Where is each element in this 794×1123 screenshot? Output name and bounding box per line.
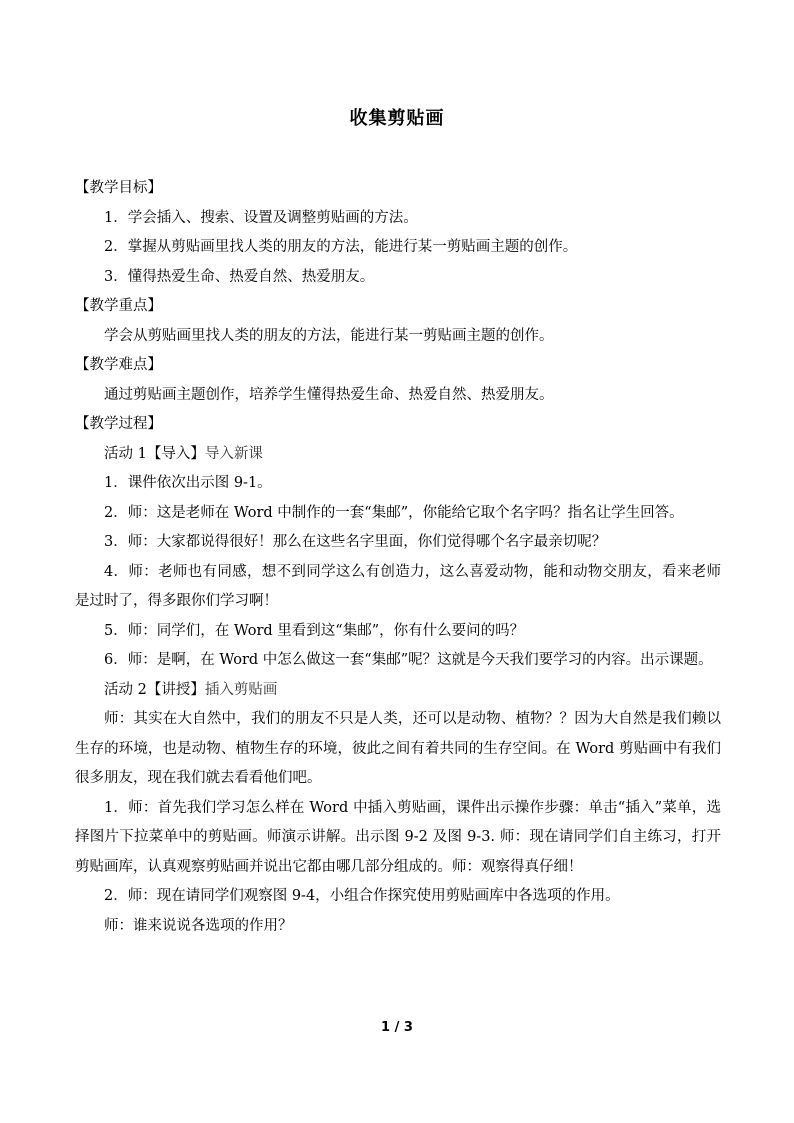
activity-1-name: 导入新课 bbox=[204, 445, 263, 462]
activity-1-item: 4．师：老师也有同感，想不到同学这么有创造力，这么喜爱动物，能和动物交朋友，看来老师是过时了，得多跟你们学习啊！ bbox=[75, 563, 721, 609]
activity-2-item: 师：谁来说说各选项的作用？ bbox=[104, 917, 293, 934]
section-heading-key: 【教学重点】 bbox=[75, 298, 162, 314]
section-heading-process: 【教学过程】 bbox=[75, 416, 162, 432]
activity-2-prefix: 活动 2【讲授】 bbox=[104, 681, 205, 698]
goal-item: 3．懂得热爱生命、热爱自然、热爱朋友。 bbox=[104, 268, 375, 285]
document-title: 收集剪贴画 bbox=[349, 108, 445, 129]
activity-1-item: 5．师：同学们，在 Word 里看到这“集邮”，你有什么要问的吗？ bbox=[104, 622, 525, 639]
goal-item: 1．学会插入、搜索、设置及调整剪贴画的方法。 bbox=[104, 209, 418, 226]
document-body bbox=[75, 174, 721, 941]
difficulty-text: 通过剪贴画主题创作，培养学生懂得热爱生命、热爱自然、热爱朋友。 bbox=[104, 386, 554, 403]
key-point-text: 学会从剪贴画里找人类的朋友的方法，能进行某一剪贴画主题的创作。 bbox=[104, 327, 554, 344]
activity-1-item: 1．课件依次出示图 9-1。 bbox=[104, 475, 272, 491]
activity-1-prefix: 活动 1【导入】 bbox=[104, 445, 205, 462]
activity-2-item: 2．师：现在请同学们观察图 9-4，小组合作探究使用剪贴画库中各选项的作用。 bbox=[104, 888, 620, 904]
activity-2-paragraph: 师：其实在大自然中，我们的朋友不只是人类，还可以是动物、植物？？因为大自然是我们赖以生存的环境，也是动物、植物生存的环境，彼此之间有着共同的生存空间。在 Word 剪贴画中有我们很多朋友，现在我们就去看看他们吧。 bbox=[75, 711, 721, 786]
activity-1-heading bbox=[75, 440, 721, 470]
activity-2-item: 1．师：首先我们学习怎么样在 Word 中插入剪贴画，课件出示操作步骤：单击“插入”菜单，选择图片下拉菜单中的剪贴画。师演示讲解。出示图 9-2 及图 9-3. 师：现在请同学们自主练习，打开剪贴画库，认真观察剪贴画并说出它都由哪几部分组成的。师：观察得真仔细！ bbox=[75, 799, 721, 875]
section-heading-goals: 【教学目标】 bbox=[75, 180, 162, 196]
activity-1-item: 3．师：大家都说得很好！那么在这些名字里面，你们觉得哪个名字最亲切呢？ bbox=[104, 534, 607, 550]
goal-item: 2．掌握从剪贴画里找人类的朋友的方法，能进行某一剪贴画主题的创作。 bbox=[104, 239, 578, 255]
activity-2-heading bbox=[75, 676, 721, 706]
section-heading-difficulty: 【教学难点】 bbox=[75, 357, 162, 373]
page-number: 1 / 3 bbox=[381, 1020, 413, 1035]
activity-1-item: 2．师：这是老师在 Word 中制作的一套“集邮”，你能给它取个名字吗？指名让学生回答。 bbox=[104, 504, 684, 521]
activity-2-name: 插入剪贴画 bbox=[204, 681, 278, 698]
activity-1-item: 6．师：是啊，在 Word 中怎么做这一套“集邮”呢？这就是今天我们要学习的内容。出示课题。 bbox=[104, 652, 713, 668]
